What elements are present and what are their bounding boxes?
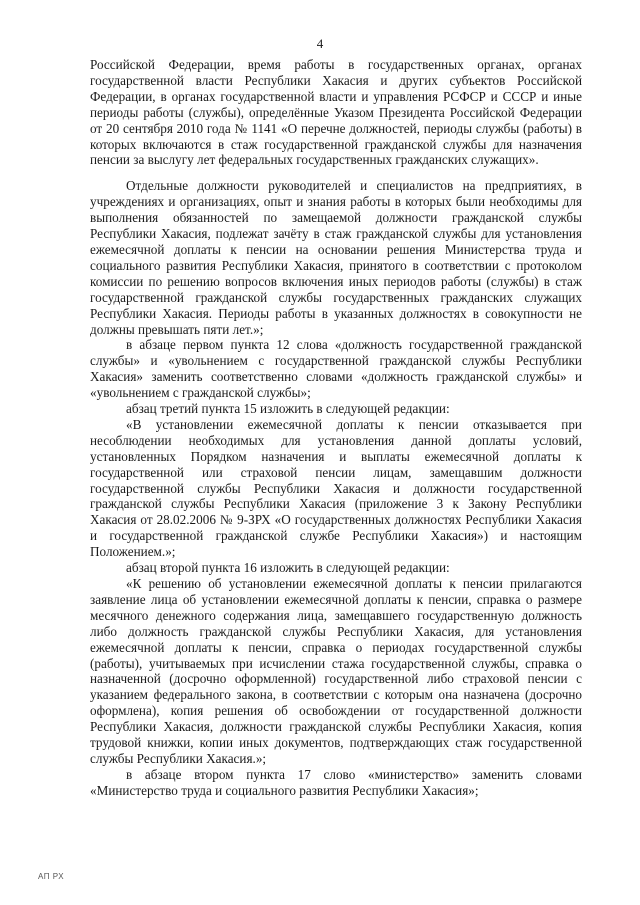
paragraph-8: в абзаце втором пункта 17 слово «министерство» заменить словами «Министерство труда и социального развития Республики Хакасия»; (90, 766, 582, 798)
paragraph-5: «В установлении ежемесячной доплаты к пенсии отказывается при несоблюдении необходимых для установления данной доплаты условий, установленных Порядком назначения и выплаты ежемесячной доплаты к государственной или страховой пенсии лицам, замещавшим должности государственной службы Республики Хакасия и должности государственной гражданской службы Республики Хакасия (приложение 3 к Закону Республики Хакасия от 28.02.2006 № 9-ЗРХ «О государственных должностях Республики Хакасия и государственной гражданской службе Республики Хакасия») и настоящим Положением.»; (90, 416, 582, 560)
paragraph-7: «К решению об установлении ежемесячной доплаты к пенсии прилагаются заявление лица об установлении ежемесячной доплаты к пенсии, справка о размере месячного денежного содержания лица, замещавшего государственную должность либо должность гражданской службы Республики Хакасия, для установления ежемесячной доплаты к пенсии, справка о периодах государственной службы (работы), учитываемых при исчислении стажа государственной службы, справка о назначенной (досрочно оформленной) государственной либо страховой пенсии с указанием федерального закона, в соответствии с которым она назначена (досрочно оформлена), копия решения об освобождении от государственной должности Республики Хакасия, должности гражданской службы Республики Хакасия, копия трудовой книжки, копии иных документов, подтверждающих стаж государственной службы Республики Хакасия.»; (90, 576, 582, 766)
document-body (90, 57, 582, 799)
paragraph-6: абзац второй пункта 16 изложить в следующей редакции: (126, 560, 450, 576)
paragraph-4: абзац третий пункта 15 изложить в следующей редакции: (126, 401, 450, 417)
paragraph-2: Отдельные должности руководителей и специалистов на предприятиях, в учреждениях и организациях, опыт и знания работы в которых были необходимы для выполнения обязанностей по замещаемой должности гражданской службы Республики Хакасия, подлежат зачёту в стаж гражданской службы для установления ежемесячной доплаты к пенсии на основании решения Министерства труда и социального развития Республики Хакасия, принятого в соответствии с протоколом комиссии по решению вопросов включения иных периодов работы (службы) в стаж государственной гражданской службы государственных гражданских служащих Республики Хакасия. Периоды работы в указанных должностях в совокупности не должны превышать пяти лет.»; (90, 178, 582, 337)
footer-mark: АП РХ (38, 872, 65, 881)
page-number: 4 (316, 36, 324, 51)
paragraph-3: в абзаце первом пункта 12 слова «должность государственной гражданской службы» и «увольнением с государственной гражданской службы Республики Хакасия» заменить соответственно словами «должность гражданской службы» и «увольнением с гражданской службы»; (90, 337, 582, 401)
paragraph-1: Российской Федерации, время работы в государственных органах, органах государственной власти Республики Хакасия и других субъектов Российской Федерации, в органах государственной власти и управления РСФСР и СССР и иные периоды работы (службы), определённые Указом Президента Российской Федерации от 20 сентября 2010 года № 1141 «О перечне должностей, периоды службы (работы) в которых включаются в стаж государственной гражданской службы для назначения пенсии за выслугу лет федеральных государственных гражданских служащих». (90, 57, 582, 168)
